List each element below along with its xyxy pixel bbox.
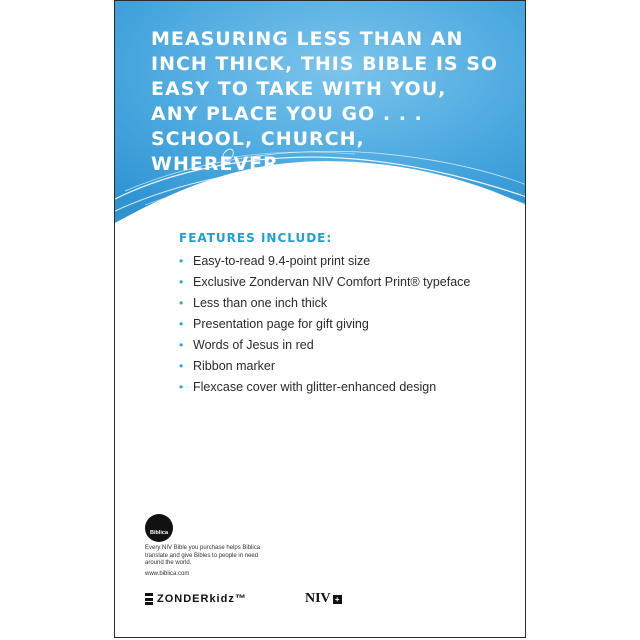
book-back-cover [114, 0, 526, 638]
features-title: FEATURES INCLUDE: [179, 231, 333, 245]
niv-logo [305, 591, 342, 607]
list-item: • Presentation page for gift giving [179, 314, 509, 335]
list-item: • Easy-to-read 9.4-point print size [179, 251, 509, 272]
features-section [179, 231, 509, 398]
list-item: • Words of Jesus in red [179, 335, 509, 356]
biblica-logo: Biblica [145, 514, 173, 542]
list-item: • Flexcase cover with glitter-enhanced design [179, 377, 509, 398]
biblica-text: Every NIV Bible you purchase helps Biblica translate and give Bibles to people in need around the world. [145, 545, 261, 566]
zonderkidz-mark-icon [145, 593, 153, 605]
cross-icon: + [333, 595, 342, 604]
biblica-block [145, 514, 315, 577]
list-item: • Exclusive Zondervan NIV Comfort Print® typeface [179, 272, 509, 293]
list-item: • Less than one inch thick [179, 293, 509, 314]
biblica-url: www.biblica.com [145, 570, 190, 577]
publisher-name: ZONDERkidz™ [157, 593, 247, 605]
zonderkidz-logo [145, 593, 247, 605]
headline: MEASURING LESS THAN AN INCH THICK, THIS BIBLE IS SO EASY TO TAKE WITH YOU, ANY PLACE YOU GO . . . SCHOOL, CHURCH, WHEREVER. [151, 28, 499, 175]
niv-name: NIV [305, 591, 331, 606]
list-item: • Ribbon marker [179, 356, 509, 377]
features-list [179, 251, 509, 398]
